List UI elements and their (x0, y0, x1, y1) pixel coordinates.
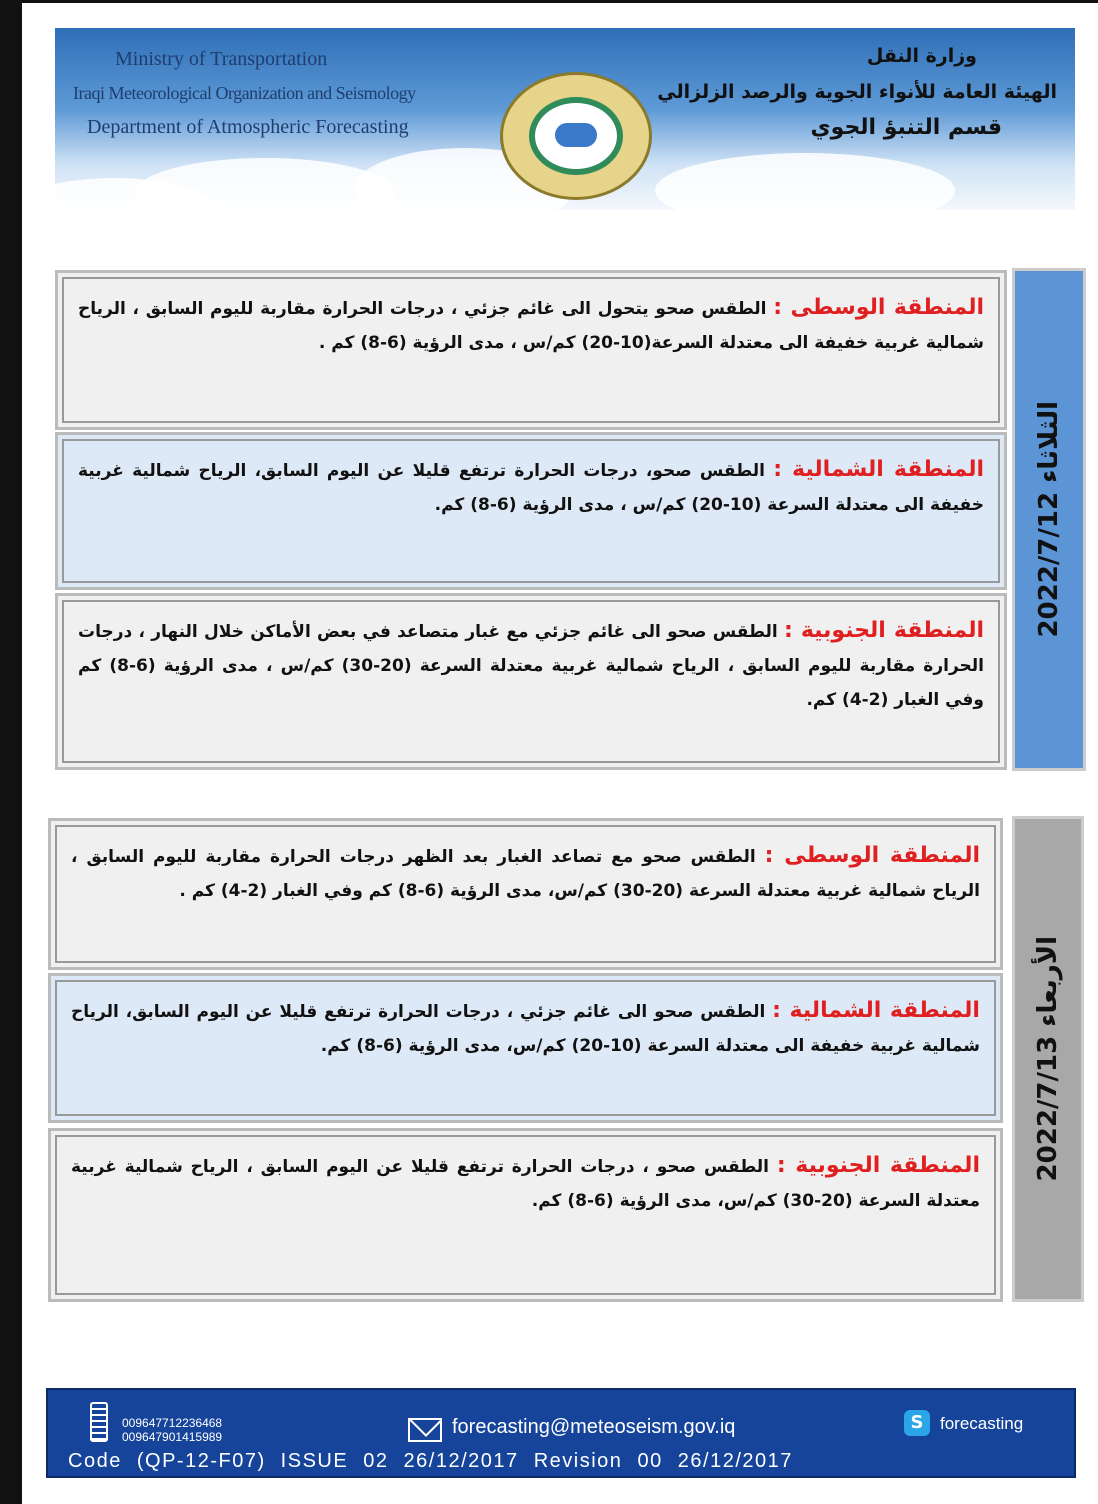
day-label: الثلاثاء 2022/7/12 (1034, 401, 1064, 638)
day2-southern-region (48, 1128, 1003, 1302)
organization-en: Iraqi Meteorological Organization and Seismology (73, 83, 416, 103)
region-name: المنطقة الشمالية : (772, 998, 980, 1023)
day2-central-region (48, 818, 1003, 970)
organization-ar: الهيئة العامة للأنواء الجوية والرصد الزلزالي (657, 81, 1057, 103)
email-link[interactable]: forecasting@meteoseism.gov.iq (452, 1416, 736, 1438)
skype-handle: forecasting (940, 1414, 1024, 1433)
day-label: الأربعاء 2022/7/13 (1033, 936, 1063, 1182)
header-english (73, 42, 416, 144)
region-forecast: الطقس صحو الى غائم جزئي مع غبار متصاعد في بعض الأماكن خلال النهار ، درجات الحرارة مقاربة لليوم السابق ، الرياح شمالية غربية معتدلة السرعة (20-30) كم/س ، مدى الرؤية (6-8) كم وفي الغبار (2-4) كم. (78, 622, 984, 710)
region-forecast: الطقس صحو يتحول الى غائم جزئي ، درجات الحرارة مقاربة لليوم السابق ، الرياح شمالية غربية خفيفة الى معتدلة السرعة(10-20) كم/س ، مدى الرؤية (6-8) كم . (78, 299, 984, 353)
footer (46, 1388, 1076, 1478)
region-forecast: الطقس صحو الى غائم جزئي ، درجات الحرارة ترتفع قليلا عن اليوم السابق، الرياح شمالية غربية خفيفة الى معتدلة السرعة (10-20) كم/س، مدى الرؤية (6-8) كم. (71, 1002, 980, 1056)
top-edge (0, 0, 1098, 3)
day1-central-region (55, 270, 1007, 430)
document-code: Code (QP-12-F07) ISSUE 02 26/12/2017 Revision 00 26/12/2017 (68, 1450, 793, 1472)
phone-1: 009647712236468 (122, 1416, 223, 1430)
region-forecast: الطقس صحو ، درجات الحرارة ترتفع قليلا عن اليوم السابق ، الرياح شمالية غربية معتدلة السرعة (20-30) كم/س، مدى الرؤية (6-8) كم. (71, 1157, 980, 1211)
day2-date-label (1012, 816, 1084, 1302)
phone-icon (90, 1402, 108, 1442)
email-icon (408, 1418, 442, 1442)
organization-logo (500, 72, 652, 200)
header-banner (55, 28, 1075, 210)
ministry-ar: وزارة النقل (866, 45, 977, 67)
region-name: المنطقة الوسطى : (773, 295, 985, 320)
day1-northern-region (55, 432, 1007, 590)
day1-southern-region (55, 593, 1007, 770)
day2-northern-region (48, 973, 1003, 1123)
department-en: Department of Atmospheric Forecasting (87, 116, 409, 138)
ministry-en: Ministry of Transportation (115, 48, 328, 70)
header-arabic (657, 38, 1057, 146)
region-name: المنطقة الجنوبية : (776, 1153, 980, 1178)
department-ar: قسم التنبؤ الجوي (810, 115, 1002, 140)
region-forecast: الطقس صحو مع تصاعد الغبار بعد الظهر درجات الحرارة مقاربة لليوم السابق ، الرياح شمالية غربية معتدلة السرعة (20-30) كم/س، مدى الرؤية (6-8) كم وفي الغبار (2-4) كم . (71, 847, 980, 901)
phone-2: 009647901415989 (122, 1430, 223, 1444)
left-edge (0, 0, 22, 1504)
day1-date-label (1012, 268, 1086, 771)
region-forecast: الطقس صحو، درجات الحرارة ترتفع قليلا عن اليوم السابق، الرياح شمالية غربية خفيفة الى معتدلة السرعة (10-20) كم/س ، مدى الرؤية (6-8) كم. (78, 461, 984, 515)
skype-icon: S (904, 1410, 930, 1436)
region-name: المنطقة الجنوبية : (784, 618, 984, 643)
region-name: المنطقة الشمالية : (773, 457, 984, 482)
region-name: المنطقة الوسطى : (764, 843, 980, 868)
